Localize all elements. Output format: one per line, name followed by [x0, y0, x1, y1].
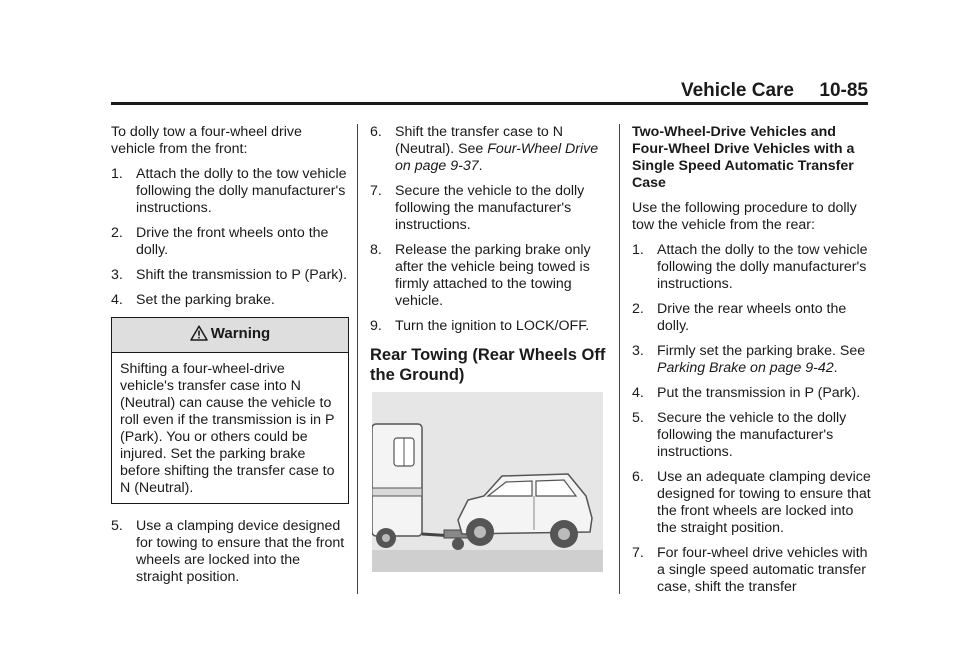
- cross-reference: Four-Wheel Drive on page 9-37: [395, 141, 599, 174]
- list-item: 6. Use an adequate clamping device designed for towing to ensure that the front wheels are locked into the straight position.: [632, 469, 871, 536]
- column-2: [370, 124, 610, 385]
- list-item: 6. Shift the transfer case to N (Neutral). See Four-Wheel Drive on page 9-37.: [370, 124, 599, 174]
- warning-body: Shifting a four-wheel-drive vehicle's transfer case into N (Neutral) can cause the vehicle to roll even if the transmission is in P (Park). You or others could be injured. Set the parking brake before shifting the transfer case to N (Neutral).: [120, 361, 335, 496]
- section-heading: Rear Towing (Rear Wheels Off the Ground): [370, 346, 606, 384]
- list-item: 5. Use a clamping device designed for towing to ensure that the front wheels are locked into the straight position.: [111, 518, 345, 585]
- warning-title: Warning: [210, 325, 271, 342]
- list-item: 4. Set the parking brake.: [111, 292, 275, 308]
- list-item: 3. Firmly set the parking brake. See Parking Brake on page 9-42.: [632, 343, 866, 376]
- column-1: [111, 124, 349, 594]
- header-rule: [111, 102, 868, 105]
- list-item: 4. Put the transmission in P (Park).: [632, 385, 861, 401]
- list-item: 1. Attach the dolly to the tow vehicle following the dolly manufacturer's instructions.: [632, 242, 868, 292]
- intro-text: To dolly tow a four-wheel drive vehicle from the front:: [111, 124, 302, 157]
- page-number: 10-85: [819, 80, 868, 101]
- column-divider-1: [357, 124, 358, 594]
- cross-reference: Parking Brake on page 9-42: [657, 360, 834, 376]
- section-title: Vehicle Care: [680, 80, 794, 101]
- list-item: 7. Secure the vehicle to the dolly following the manufacturer's instructions.: [370, 183, 585, 233]
- column-3: [632, 124, 872, 604]
- warning-header: [112, 318, 348, 353]
- rear-towing-illustration: [372, 392, 603, 572]
- list-item: 2. Drive the front wheels onto the dolly.: [111, 225, 329, 258]
- intro-text: Use the following procedure to dolly tow the vehicle from the rear:: [632, 200, 857, 233]
- list-item: 9. Turn the ignition to LOCK/OFF.: [370, 318, 590, 334]
- list-item: 3. Shift the transmission to P (Park).: [111, 267, 348, 283]
- subsection-heading: Two-Wheel-Drive Vehicles and Four-Wheel Drive Vehicles with a Single Speed Automatic Transfer Case: [632, 124, 855, 191]
- list-item: 8. Release the parking brake only after the vehicle being towed is firmly attached to the towing vehicle.: [370, 242, 591, 309]
- column-divider-2: [619, 124, 620, 594]
- list-item: 5. Secure the vehicle to the dolly following the manufacturer's instructions.: [632, 410, 847, 460]
- list-item: 7. For four-wheel drive vehicles with a single speed automatic transfer case, shift the transfer: [632, 545, 868, 595]
- warning-triangle-icon: [190, 325, 208, 345]
- list-item: 2. Drive the rear wheels onto the dolly.: [632, 301, 847, 334]
- warning-box: [111, 317, 349, 504]
- list-item: 1. Attach the dolly to the tow vehicle following the dolly manufacturer's instructions.: [111, 166, 347, 216]
